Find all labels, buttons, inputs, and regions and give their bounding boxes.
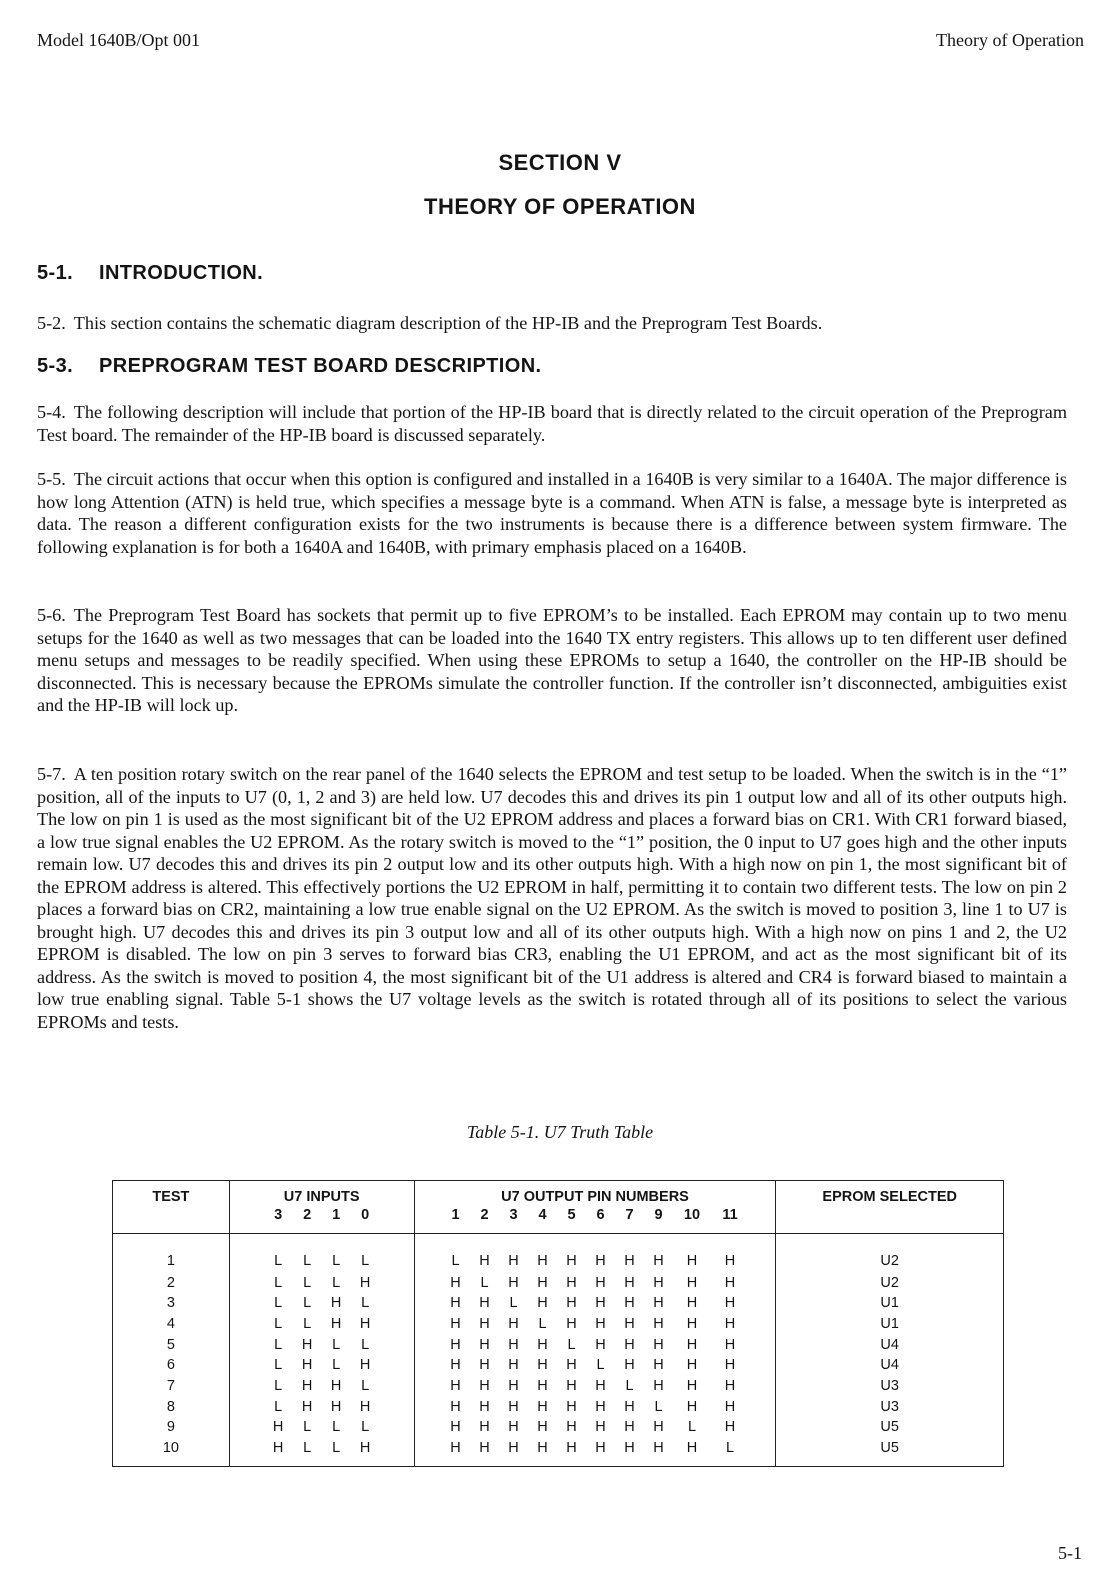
output-level: H	[686, 1398, 698, 1415]
output-level: H	[686, 1274, 698, 1291]
output-level: H	[479, 1439, 490, 1456]
output-level: H	[479, 1419, 490, 1436]
output-level: H	[508, 1315, 519, 1332]
output-level: H	[566, 1295, 577, 1312]
input-level: L	[303, 1315, 312, 1332]
output-level: L	[687, 1419, 697, 1436]
output-level: H	[653, 1253, 664, 1269]
output-level: H	[566, 1377, 577, 1394]
output-level: H	[450, 1419, 461, 1436]
output-level: H	[624, 1419, 635, 1436]
table-row	[113, 1377, 1004, 1398]
eprom-selected-cell: U3	[776, 1398, 1004, 1419]
output-level: H	[686, 1336, 698, 1353]
eprom-selected-cell: U1	[776, 1294, 1004, 1315]
output-level: H	[595, 1336, 606, 1353]
table-caption: Table 5-1. U7 Truth Table	[466, 1122, 654, 1142]
header-inputs: U7 INPUTS 3 2 1 0	[229, 1181, 414, 1234]
input-level: H	[330, 1295, 342, 1312]
test-number-cell: 3	[113, 1294, 230, 1315]
input-level: L	[361, 1419, 370, 1436]
section-title: THEORY OF OPERATION	[424, 194, 696, 219]
output-level: H	[479, 1295, 490, 1312]
input-level: H	[301, 1398, 313, 1415]
output-level: H	[537, 1274, 548, 1291]
table-row	[113, 1439, 1004, 1467]
output-level: H	[724, 1274, 736, 1291]
output-level: H	[653, 1439, 664, 1456]
output-level: L	[567, 1336, 576, 1353]
input-level: L	[332, 1274, 341, 1291]
output-level: H	[653, 1336, 664, 1353]
page-number: 5-1	[1058, 1543, 1082, 1563]
output-level: H	[479, 1357, 490, 1374]
test-number-cell: 2	[113, 1274, 230, 1295]
eprom-selected-cell: U4	[776, 1336, 1004, 1357]
output-level: H	[450, 1357, 461, 1374]
output-level: H	[724, 1315, 736, 1332]
output-level: H	[686, 1377, 698, 1394]
output-level: H	[653, 1315, 664, 1332]
paragraph-number: 5-7.	[37, 764, 66, 784]
output-level: H	[537, 1336, 548, 1353]
output-levels-cell	[414, 1234, 776, 1274]
input-level: L	[274, 1377, 283, 1394]
input-level: H	[330, 1398, 342, 1415]
table-row	[113, 1398, 1004, 1419]
input-level: H	[301, 1377, 313, 1394]
input-level: H	[301, 1357, 313, 1374]
table-row	[113, 1418, 1004, 1439]
output-level: H	[450, 1398, 461, 1415]
output-level: H	[724, 1357, 736, 1374]
input-level: L	[274, 1315, 283, 1332]
output-pin-label: 3	[509, 1207, 518, 1223]
output-level: H	[724, 1377, 736, 1394]
output-level: H	[508, 1274, 519, 1291]
output-levels-cell	[414, 1418, 776, 1439]
input-levels-cell	[229, 1315, 414, 1336]
paragraph-number: 5-4.	[37, 402, 66, 422]
input-level: H	[272, 1439, 284, 1456]
output-level: H	[624, 1274, 635, 1291]
output-level: H	[724, 1398, 736, 1415]
output-level: H	[479, 1377, 490, 1394]
output-level: H	[537, 1253, 548, 1269]
output-level: H	[686, 1295, 698, 1312]
output-level: H	[686, 1357, 698, 1374]
output-level: H	[508, 1357, 519, 1374]
input-level: L	[303, 1295, 312, 1312]
input-level: H	[359, 1398, 371, 1415]
heading-preprogram	[37, 355, 542, 378]
test-number-cell: 5	[113, 1336, 230, 1357]
input-levels-cell	[229, 1377, 414, 1398]
input-level: L	[332, 1419, 341, 1436]
output-level: H	[479, 1253, 490, 1269]
heading-number: 5-1.	[37, 262, 74, 284]
input-level: L	[274, 1274, 283, 1291]
output-level: H	[595, 1439, 606, 1456]
paragraph-5-6	[37, 604, 1067, 717]
output-level: H	[724, 1253, 736, 1269]
input-level: H	[330, 1377, 342, 1394]
paragraph-number: 5-5.	[37, 469, 66, 489]
output-level: L	[480, 1274, 489, 1291]
output-level: H	[479, 1336, 490, 1353]
input-level: L	[303, 1419, 312, 1436]
eprom-selected-cell: U5	[776, 1418, 1004, 1439]
output-level: H	[653, 1274, 664, 1291]
paragraph-text: The Preprogram Test Board has sockets that permit up to five EPROM’s to be installed. Each EPROM may contain up to two menu setups for the 1640 as well as two messages that can be loaded into the 1640 TX entry registers. This allows up to ten different user defined menu setups and messages to be readily specified. When using these EPROMs to setup a 1640, the controller on the HP-IB should be disconnected. This is necessary because the EPROMs simulate the controller function. If the controller isn’t disconnected, ambiguities exist and the HP-IB will lock up.	[37, 605, 1067, 715]
output-level: H	[624, 1253, 635, 1269]
test-number-cell: 6	[113, 1356, 230, 1377]
header-eprom: EPROM SELECTED	[776, 1181, 1004, 1234]
output-level: H	[479, 1315, 490, 1332]
input-level: L	[274, 1398, 283, 1415]
output-level: H	[537, 1357, 548, 1374]
output-level: H	[537, 1398, 548, 1415]
test-number-cell: 4	[113, 1315, 230, 1336]
output-level: H	[595, 1253, 606, 1269]
table-row	[113, 1274, 1004, 1295]
output-level: H	[566, 1315, 577, 1332]
output-level: H	[624, 1439, 635, 1456]
input-bit-label: 3	[274, 1207, 283, 1223]
table-row	[113, 1315, 1004, 1336]
output-level: H	[624, 1295, 635, 1312]
output-level: H	[686, 1315, 698, 1332]
output-level: H	[595, 1419, 606, 1436]
output-level: L	[725, 1439, 735, 1456]
input-levels-cell	[229, 1356, 414, 1377]
input-levels-cell	[229, 1294, 414, 1315]
output-level: H	[595, 1295, 606, 1312]
heading-text: PREPROGRAM TEST BOARD DESCRIPTION.	[99, 355, 542, 377]
eprom-selected-cell: U3	[776, 1377, 1004, 1398]
test-number-cell: 1	[113, 1234, 230, 1274]
table-header-row	[113, 1181, 1004, 1234]
output-level: L	[596, 1357, 605, 1374]
output-level: H	[653, 1295, 664, 1312]
output-level: H	[624, 1398, 635, 1415]
header-model: Model 1640B/Opt 001	[37, 30, 201, 50]
output-level: H	[479, 1398, 490, 1415]
input-level: L	[274, 1336, 283, 1353]
table-row	[113, 1356, 1004, 1377]
paragraph-text: The following description will include that portion of the HP-IB board that is directly related to the circuit operation of the Preprogram Test board. The remainder of the HP-IB board is discussed separately.	[37, 402, 1067, 445]
paragraph-5-5	[37, 468, 1067, 558]
table-row	[113, 1294, 1004, 1315]
output-level: H	[595, 1398, 606, 1415]
input-level: L	[332, 1253, 341, 1269]
output-level: H	[450, 1439, 461, 1456]
output-level: H	[686, 1439, 698, 1456]
output-levels-cell	[414, 1356, 776, 1377]
output-level: H	[537, 1419, 548, 1436]
output-level: H	[595, 1274, 606, 1291]
output-level: H	[724, 1336, 736, 1353]
output-level: H	[450, 1377, 461, 1394]
output-level: H	[566, 1274, 577, 1291]
input-levels-cell	[229, 1336, 414, 1357]
output-levels-cell	[414, 1398, 776, 1419]
table-row	[113, 1336, 1004, 1357]
paragraph-text: The circuit actions that occur when this option is configured and installed in a 1640B is very similar to a 1640A. The major difference is how long Attention (ATN) is held true, which specifies a message byte is a command. When ATN is false, a message byte is interpreted as data. The reason a different configuration exists for the two instruments is because there is a difference between system firmware. The following explanation is for both a 1640A and 1640B, with primary emphasis placed on a 1640B.	[37, 469, 1067, 557]
input-level: L	[274, 1253, 283, 1269]
output-level: H	[450, 1295, 461, 1312]
output-pin-label: 4	[538, 1207, 547, 1223]
heading-introduction	[37, 262, 263, 285]
output-pin-label: 11	[722, 1207, 738, 1223]
output-level: H	[566, 1357, 577, 1374]
output-level: L	[625, 1377, 634, 1394]
input-level: L	[361, 1253, 370, 1269]
header-section-title: Theory of Operation	[936, 30, 1084, 50]
output-level: L	[451, 1253, 460, 1269]
input-levels-cell	[229, 1439, 414, 1467]
paragraph-text: This section contains the schematic diagram description of the HP-IB and the Preprogram Test Boards.	[73, 313, 823, 333]
header-outputs: U7 OUTPUT PIN NUMBERS 1 2 3 4 5 6 7 9 10 11	[414, 1181, 776, 1234]
test-number-cell: 9	[113, 1418, 230, 1439]
output-level: H	[508, 1377, 519, 1394]
heading-text: INTRODUCTION.	[99, 262, 264, 284]
input-level: L	[361, 1295, 370, 1312]
paragraph-number: 5-6.	[37, 605, 66, 625]
output-levels-cell	[414, 1336, 776, 1357]
input-level: L	[361, 1377, 370, 1394]
output-level: H	[724, 1295, 736, 1312]
paragraph-text: A ten position rotary switch on the rear panel of the 1640 selects the EPROM and test setup to be loaded. When the switch is in the “1” position, all of the inputs to U7 (0, 1, 2 and 3) are held low. U7 decodes this and drives its pin 1 output low and all of its other outputs high. The low on pin 1 is used as the most significant bit of the U2 EPROM address and places a forward bias on CR1. With CR1 forward biased, a low true signal enables the U2 EPROM. As the rotary switch is moved to the “1” position, the 0 input to U7 goes high and the other inputs remain low. U7 decodes this and drives its pin 2 output low and its other outputs high. With a high now on pin 1, the most significant bit of the EPROM address is altered. This effectively portions the U2 EPROM in half, permitting it to contain two different tests. The low on pin 2 places a forward bias on CR2, maintaining a low true enable signal on the U2 EPROM. As the switch is moved to position 3, line 1 to U7 is brought high. U7 decodes this and drives its pin 3 output low and all of its other outputs high. With a high now on pins 1 and 2, the U2 EPROM is disabled. The low on pin 3 serves to forward bias CR3, enabling the U1 EPROM, and act as the most significant bit of its address. As the switch is moved to position 4, the most significant bit of the U1 address is altered and CR4 is forward biased to maintain a low true enabling signal. Table 5-1 shows the U7 voltage levels as the switch is rotated through all of its positions to select the various EPROMs and tests.	[37, 764, 1067, 1032]
output-level: H	[537, 1295, 548, 1312]
input-bit-labels	[230, 1207, 414, 1223]
eprom-selected-cell: U1	[776, 1315, 1004, 1336]
output-level: H	[624, 1315, 635, 1332]
output-level: H	[566, 1439, 577, 1456]
output-level: L	[538, 1315, 547, 1332]
output-level: H	[537, 1377, 548, 1394]
output-level: H	[508, 1419, 519, 1436]
input-level: L	[332, 1336, 341, 1353]
input-levels-cell	[229, 1274, 414, 1295]
input-bit-label: 0	[361, 1207, 370, 1223]
output-pin-label: 7	[625, 1207, 634, 1223]
output-pin-label: 1	[451, 1207, 460, 1223]
output-level: H	[686, 1253, 698, 1269]
eprom-selected-cell: U2	[776, 1234, 1004, 1274]
output-levels-cell	[414, 1439, 776, 1467]
output-pin-labels	[415, 1207, 776, 1223]
output-level: H	[508, 1439, 519, 1456]
output-level: H	[508, 1336, 519, 1353]
input-level: H	[359, 1315, 371, 1332]
table-row	[113, 1234, 1004, 1274]
output-level: L	[654, 1398, 663, 1415]
input-level: L	[274, 1357, 283, 1374]
output-level: H	[566, 1253, 577, 1269]
output-pin-label: 5	[567, 1207, 576, 1223]
output-pin-label: 10	[683, 1207, 701, 1223]
test-number-cell: 7	[113, 1377, 230, 1398]
paragraph-5-7	[37, 763, 1067, 1033]
output-level: H	[653, 1357, 664, 1374]
output-level: H	[653, 1377, 664, 1394]
input-level: H	[359, 1357, 371, 1374]
test-number-cell: 8	[113, 1398, 230, 1419]
output-level: H	[566, 1398, 577, 1415]
input-levels-cell	[229, 1398, 414, 1419]
test-number-cell: 10	[113, 1439, 230, 1467]
output-level: H	[450, 1336, 461, 1353]
output-level: H	[624, 1357, 635, 1374]
input-bit-label: 1	[332, 1207, 341, 1223]
eprom-selected-cell: U4	[776, 1356, 1004, 1377]
section-number: SECTION V	[498, 150, 622, 175]
input-level: H	[272, 1419, 284, 1436]
input-level: H	[359, 1439, 371, 1456]
heading-number: 5-3.	[37, 355, 74, 377]
input-level: L	[303, 1253, 312, 1269]
output-level: H	[566, 1419, 577, 1436]
input-level: H	[359, 1274, 371, 1291]
output-level: H	[537, 1439, 548, 1456]
header-test: TEST	[113, 1181, 230, 1234]
output-level: H	[624, 1336, 635, 1353]
output-pin-label: 6	[596, 1207, 605, 1223]
output-level: H	[653, 1419, 664, 1436]
output-levels-cell	[414, 1377, 776, 1398]
output-level: H	[508, 1253, 519, 1269]
output-level: H	[450, 1315, 461, 1332]
paragraph-number: 5-2.	[37, 313, 66, 333]
output-level: H	[595, 1377, 606, 1394]
output-level: H	[450, 1274, 461, 1291]
eprom-selected-cell: U2	[776, 1274, 1004, 1295]
paragraph-5-2	[37, 312, 1067, 335]
input-level: L	[274, 1295, 283, 1312]
output-level: L	[509, 1295, 518, 1312]
input-level: L	[303, 1274, 312, 1291]
truth-table	[112, 1180, 1004, 1467]
output-level: H	[724, 1419, 736, 1436]
paragraph-5-4	[37, 401, 1067, 446]
input-level: L	[332, 1357, 341, 1374]
output-level: H	[508, 1398, 519, 1415]
input-level: L	[303, 1439, 312, 1456]
input-level: H	[330, 1315, 342, 1332]
eprom-selected-cell: U5	[776, 1439, 1004, 1467]
output-levels-cell	[414, 1294, 776, 1315]
output-level: H	[595, 1315, 606, 1332]
input-bit-label: 2	[303, 1207, 312, 1223]
input-level: H	[301, 1336, 313, 1353]
output-pin-label: 9	[654, 1207, 663, 1223]
input-levels-cell	[229, 1418, 414, 1439]
output-pin-label: 2	[480, 1207, 489, 1223]
input-level: L	[332, 1439, 341, 1456]
output-levels-cell	[414, 1274, 776, 1295]
input-level: L	[361, 1336, 370, 1353]
output-levels-cell	[414, 1315, 776, 1336]
input-levels-cell	[229, 1234, 414, 1274]
